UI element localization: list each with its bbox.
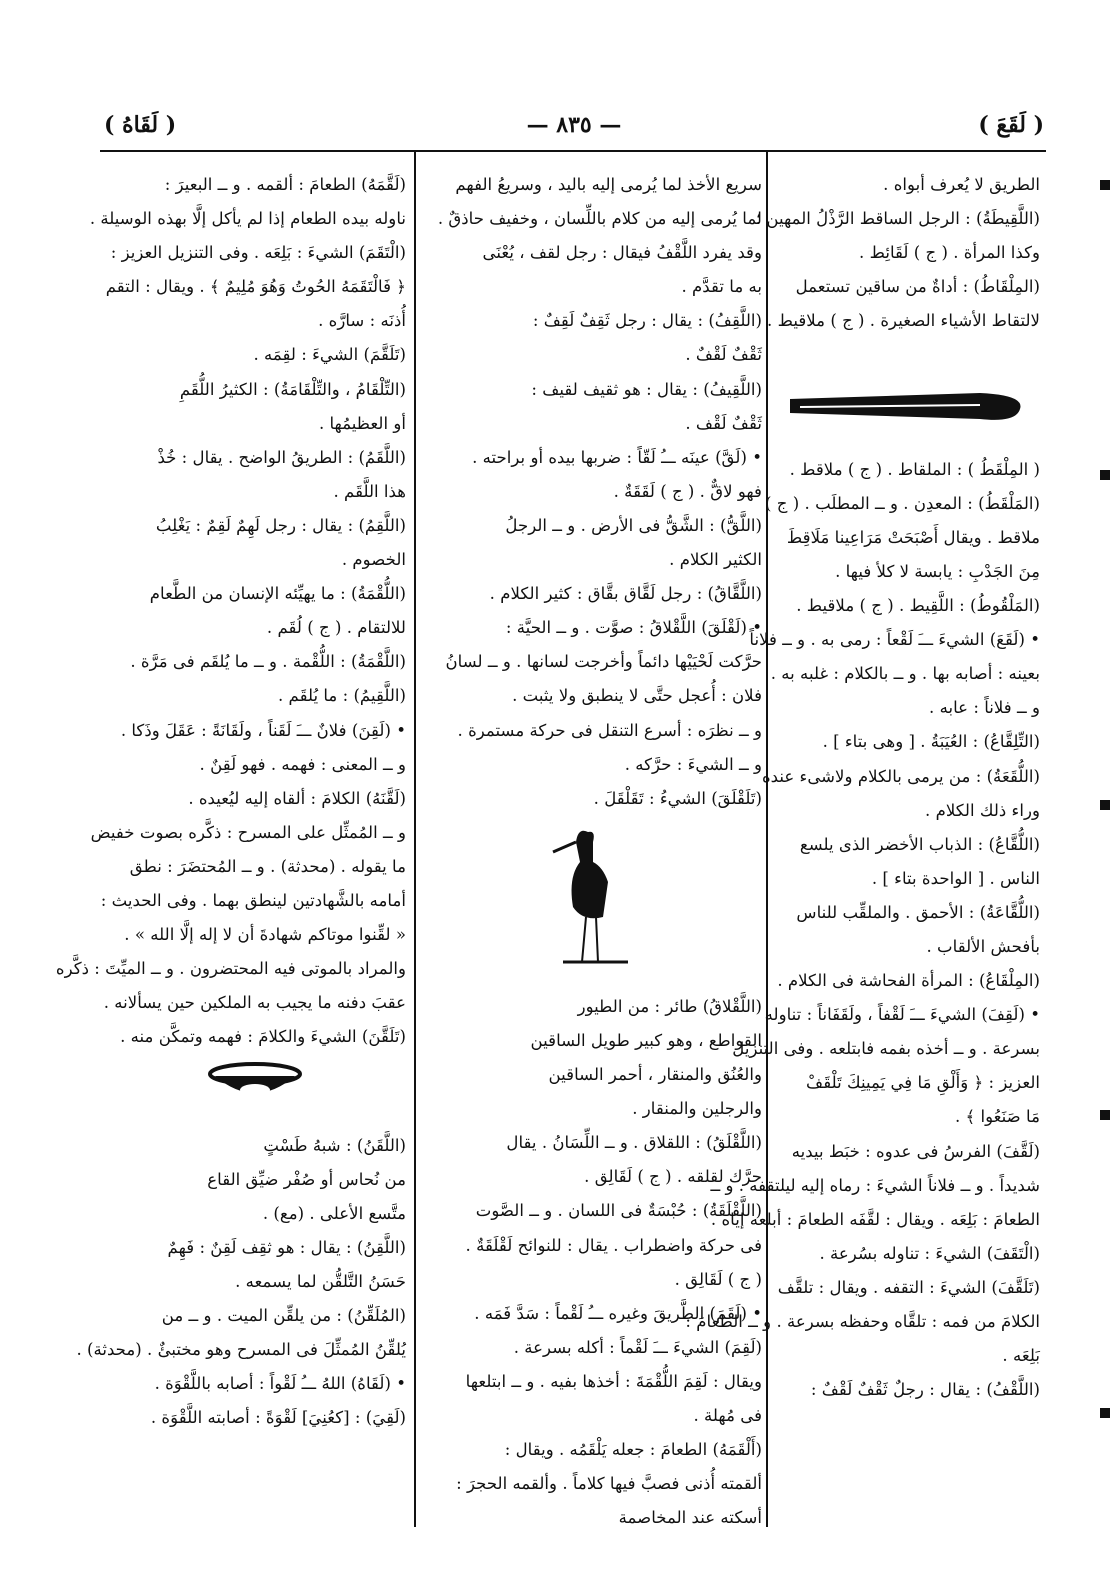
entry-line: ثَقْفٌ لَقْفٌ . [685,345,762,365]
entry-line: فلان : أُعجل حتَّى لا ينطبق ولا يثبت . [512,686,762,706]
entry-line: لما يُرمى إليه من كلام باللِّسان ، وخفيف حاذقٌ . [437,209,762,229]
illustration-stork [424,822,762,984]
entry-line: (اللَّقِمُ) : يقال : رجل لَهِمٌ لَقِمٌ : يَغْلِبُ [155,515,406,535]
entry-line: ناوله بيده الطعام إذا لم يأكل إلَّا بهذه الوسيلة . [89,209,406,229]
entry-line: وكذا المرأة . ( ج ) لَقَائِط . [859,243,1040,263]
entry-line: (الْتَقَمَ) الشيءَ : بَلِعَه . وفى التنزيل العزيز : [110,243,406,263]
entry-line: (اللَّقِيطَةُ) : الرجل الساقط الرَّذْلُ المهين ؛ [755,209,1040,229]
entry-line: شديداً . و ــ فلاناً الشيءَ : رماه إليه ليلتقفه . و ــ [710,1175,1040,1195]
illustration-basin [104,1060,406,1122]
entry-line [770,338,1040,372]
entry-line: (لَقِمَ) الشيءَ ـــَ لَقْماً : أكله بسرعة . [513,1337,762,1357]
entry-line: فهو لاقٌّ . ( ج ) لَقَقَةٌ . [613,481,762,501]
entry-line: (المَلْقَطُ) : المعدِن . و ــ المطلَب . ( ج ) [765,493,1040,513]
entry-line: الطعامَ : بَلِعَه . ويقال : لقَّفَه الطعامَ : أبلعه إياه . [710,1209,1040,1229]
column-left [55,168,406,1528]
margin-mark [1100,1110,1110,1120]
entry-line: (الْتَقَفَ) الشيءَ : تناوله بسُرعة . [819,1243,1040,1263]
entry-line: • (لَقَعَ) الشيءَ ـــَ لَقْعاً : رمى به . و ــ فلاناً [749,630,1040,650]
header-rule [100,150,1046,152]
entry-line: يُلقِّنُ المُمثِّلَ فى المسرح وهو مختبئٌ . (محدثة) . [76,1340,406,1360]
entry-line: (التِّلِقَّاعُ) : العُيَبَةُ . [ وهى بتاء ] . [822,732,1040,752]
entry-line: بَلِعَه . [1002,1346,1040,1366]
entry-line: و ــ المُمثِّل على المسرح : ذكَّره بصوت خفيض [90,822,406,842]
entry-line: (التِّلْقَامُ ، والتِّلْقَامَةُ) : الكثيرُ اللُّقَمِ [179,379,406,399]
entry-line: (اللُّقَّاعُ) : الذباب الأخضر الذى يلسع [799,834,1040,854]
entry-line: • (لَقَّ) عينَه ـــُ لَقّاً : ضربها بيده أو براحته . [472,447,762,467]
header-root-word-right: ( لَقَعَ ) [978,112,1044,138]
entry-line: أو العظيمُها . [318,413,406,433]
entry-line: حَسَنُ التَّلقُّن لما يسمعه . [235,1271,406,1291]
entry-line: هذا اللَّقَم . [333,481,406,501]
entry-line: (اللَّقْمَةُ) : اللُّقْمة . و ــ ما يُلقَم فى مَرَّة . [130,652,406,672]
column-middle [424,168,762,1528]
margin-mark [1100,180,1110,190]
entry-line: • (لَقَمَ) الطَّريقَ وغيره ـــُ لَقْماً : سَدَّ فَمَه . [474,1303,762,1323]
entry-line: سريع الأخذ لما يُرمى إليه باليد ، وسريعُ الفهم [455,175,762,194]
entry-line: أمامه بالشَّهادتين لينطق بهما . وفى الحديث : [100,890,406,910]
entry-line: وقد يفرد اللَّقْفُ فيقال : رجل لقف ، يُعْنَى [482,243,762,263]
entry-line: (تَلَقَّنَ) الشيءَ والكلامَ : فهمه وتمكَّن منه . [120,1027,406,1047]
entry-line: ثَقْفٌ لَقْف . [685,413,762,433]
entry-line: (اللَّقْفُ) : يقال : رجلٌ ثَقْفٌ لَقْفٌ : [810,1380,1040,1400]
entry-line: ويقال : لَقِمَ اللُّقْمَةَ : أخذها بفيه . و ــ ابتلعها [465,1371,762,1391]
entry-line: الكلامَ من فمه : تلقَّاه وحفظه بسرعة . و ــ الطعامَ : [685,1312,1040,1331]
entry-line: (لَقِيَ) : [كعُنِيَ] لَقْوَةً : أصابته اللَّقْوَة . [150,1408,406,1428]
entry-line: من نُحاس أو صُفْر ضيِّق القاع [207,1169,406,1189]
entry-line: (اللَّقَنُ) : شبهُ طَسْتٍ [263,1135,406,1155]
header-root-word-left: ( لَقَاهُ ) [104,112,177,138]
entry-line: الطريق لا يُعرف أبواه . [883,175,1040,194]
entry-line: (اللَّقِنُ) : يقال : هو ثقِف لَقِنٌ : فَهِمٌ [167,1237,406,1257]
entry-line: مِنَ الجَدْبِ : يابسة لا كلأ فيها . [835,561,1040,581]
entry-line: الكثير الكلام . [669,550,762,570]
entry-line: ألقمته أُذنى فصبَّ فيها كلاماً . وألقمه الحجرَ : [456,1474,762,1494]
entry-line: للالتقام . ( ج ) لُقَم . [266,618,406,638]
entry-line: الناس . [ الواحدة بتاء ] . [871,868,1040,888]
margin-mark [1100,470,1110,480]
entry-line: فى مُهلة . [693,1406,762,1425]
entry-line: • (لَقِفَ) الشيءَ ـــَ لَقْفاً ، ولَقَفَاناً : تناوله [764,1005,1040,1025]
entry-line: (المَلْقُوطُ) : اللَّقِيط . ( ج ) ملاقيط . [796,596,1040,616]
entry-line: (لَقَّمَهُ) الطعامَ : ألقمه . و ــ البعيرَ : [164,175,406,194]
entry-line: (اللَّقُّ) : الشَّقُّ فى الأرض . و ــ الرجلُ [505,515,762,535]
entry-line: (المُلَقِّنُ) : من يلقِّن الميت . و ــ من [161,1306,406,1325]
entry-line: ( ج ) لَقَالِق . [674,1269,762,1289]
entry-line: فى حركة واضطراب . يقال : للنوائح لَقْلَقَةٌ . [465,1235,762,1255]
entry-line: بسرعة . و ــ أخذه بفمه فابتلعه . وفى التنزيل [732,1039,1040,1059]
entry-line: (اللُّقَعَةُ) : من يرمى بالكلام ولاشىء عنده [761,766,1040,786]
entry-line: والمراد بالموتى فيه المحتضرون . و ــ الميِّتَ : ذكَّره [55,959,406,979]
entry-line: أُذنَه : سارَّه . [318,311,406,331]
entry-line: و ــ نظرَه : أسرع التنقل فى حركة مستمرة . [457,720,762,740]
entry-line: (اللَّقْلَقُ) : اللقلاق . و ــ اللِّسَانُ . يقال [506,1133,762,1153]
entry-line: (المِلْقَاعُ) : المرأة الفحاشة فى الكلام . [777,971,1040,991]
entry-line: (اللَّقِيمُ) : ما يُلقَم . [277,686,406,706]
entry-line: (اللَّقْلَقَةُ) : حُبْسَةٌ فى اللسان . و ــ الصَّوت [475,1201,762,1221]
entry-line: (اللَّقَمُ) : الطريقُ الواضح . يقال : خُذْ [157,447,406,467]
entry-line: (تَلَقْلَقَ) الشيءُ : تَقَلْقَلَ . [593,788,762,808]
entry-line: (اللَّقِيفُ) : يقال : هو ثقيف لقيف : [531,379,762,399]
entry-line: وراء ذلك الكلام . [925,800,1040,820]
entry-line: ﴿ فَالْتَقَمَهُ الحُوتُ وَهُوَ مُلِيمٌ ﴾ . ويقال : التقم [105,277,406,297]
entry-line: • (لَقْلَقَ) اللَّقْلاقُ : صوَّت . و ــ الحيَّة : [505,618,762,638]
entry-line: (لَقَّفَ) الفرسُ فى عدوه : خبَط بيديه [791,1141,1040,1161]
entry-line: أسكته عند المخاصمة [618,1508,762,1528]
entry-line: عقبَ دفنه ما يجيب به الملكين حين يسألانه . [103,993,406,1013]
entry-line: (المِلْقَاطُ) : أداةٌ من ساقين تستعمل [795,277,1040,297]
entry-line: (لَقَّنَهُ) الكلامَ : ألقاه إليه ليُعيده . [188,788,406,808]
entry-line: بأفحش الألقاب . [926,936,1040,956]
page-header [104,104,1044,152]
entry-line: (تَلَقَّمَ) الشيءَ : لقِمَه . [253,345,406,365]
entry-line: الخصوم . [341,550,406,570]
entry-line: و ــ المعنى : فهمه . فهو لَقِنٌ . [199,754,406,774]
entry-line: مَا صَنَعُوا ﴾ . [954,1107,1040,1127]
entry-line: القواطع ، وهو كبير طويل الساقين [530,1030,762,1050]
entry-line: العزيز : ﴿ وَأَلْقِ مَا فِي يَمِينِكَ تَلْقَفْ [806,1073,1040,1093]
entry-line: (اللَّقَّاقُ) : رجل لَقَّاق بقَّاق : كثير الكلام . [489,584,762,604]
entry-line: والرجلين والمنقار . [632,1099,762,1119]
entry-line: و ــ الشيءَ : حرَّكه . [624,754,762,774]
page-number: — ٨٣٥ — [526,112,622,138]
entry-line: « لقِّنوا موتاكم شهادةَ أن لا إله إلَّا الله » . [124,925,406,945]
entry-line: حرَّك لقلقه . ( ج ) لَقَالِق . [584,1167,762,1187]
entry-line: ملاقط . ويقال أَصْبَحَتْ مَرَاعِينا مَلَاقِطَ [786,527,1040,547]
entry-line: متَّسع الأعلى . (مع) . [262,1203,406,1223]
entry-line: • (لَقَاهُ) اللهُ ـــُ لَقْواً : أصابه باللَّقْوَة . [154,1374,406,1394]
entry-line: بعينه : أصابه بها . و ــ بالكلام : غلبه به . [770,664,1040,684]
entry-line: (أَلْقَمَهُ) الطعامَ : جعله يَلْقَمُه . ويقال : [504,1440,762,1460]
entry-line: (اللَّقِفُ) : يقال : رجل ثَقِفٌ لَقِفٌ : [532,311,762,331]
entry-line: (تَلَقَّفَ) الشيءَ : التقفه . ويقال : تلقَّف [777,1277,1040,1297]
entry-line: (اللَّقْلاقُ) طائر : من الطيور [577,996,762,1016]
illustration-tongs [770,379,1040,447]
entry-line: ( المِلْقَطُ ) : الملقاط . ( ج ) ملاقط . [789,459,1040,479]
entry-line: (اللُّقْمَةُ) : ما يهيِّئه الإنسان من الطَّعام [149,584,406,604]
entry-line: به ما تقدَّم . [681,277,762,297]
column-divider-left [414,152,416,1527]
entry-line: والعُنُق والمنقار ، أحمر الساقين [548,1065,762,1085]
entry-line: ما يقوله . (محدثة) . و ــ المُحتضَرَ : نطق [129,856,406,876]
entry-line: حرَّكت لَحْيَيْها دائماً وأخرجت لسانها . و ــ لسانُ [445,652,762,672]
entry-line: (اللُّقَّاعَةُ) : الأحمق . والملقِّب للناس [796,902,1040,922]
margin-mark [1100,800,1110,810]
entry-line: لالتقاط الأشياء الصغيرة . ( ج ) ملاقيط . [767,311,1040,331]
entry-line: و ــ فلاناً : عابه . [929,698,1040,718]
entry-line: • (لَقِنَ) فلانٌ ـــَ لَقَناً ، ولَقَانَةً : عَقَلَ وذَكا . [120,720,406,740]
margin-mark [1100,1408,1110,1418]
